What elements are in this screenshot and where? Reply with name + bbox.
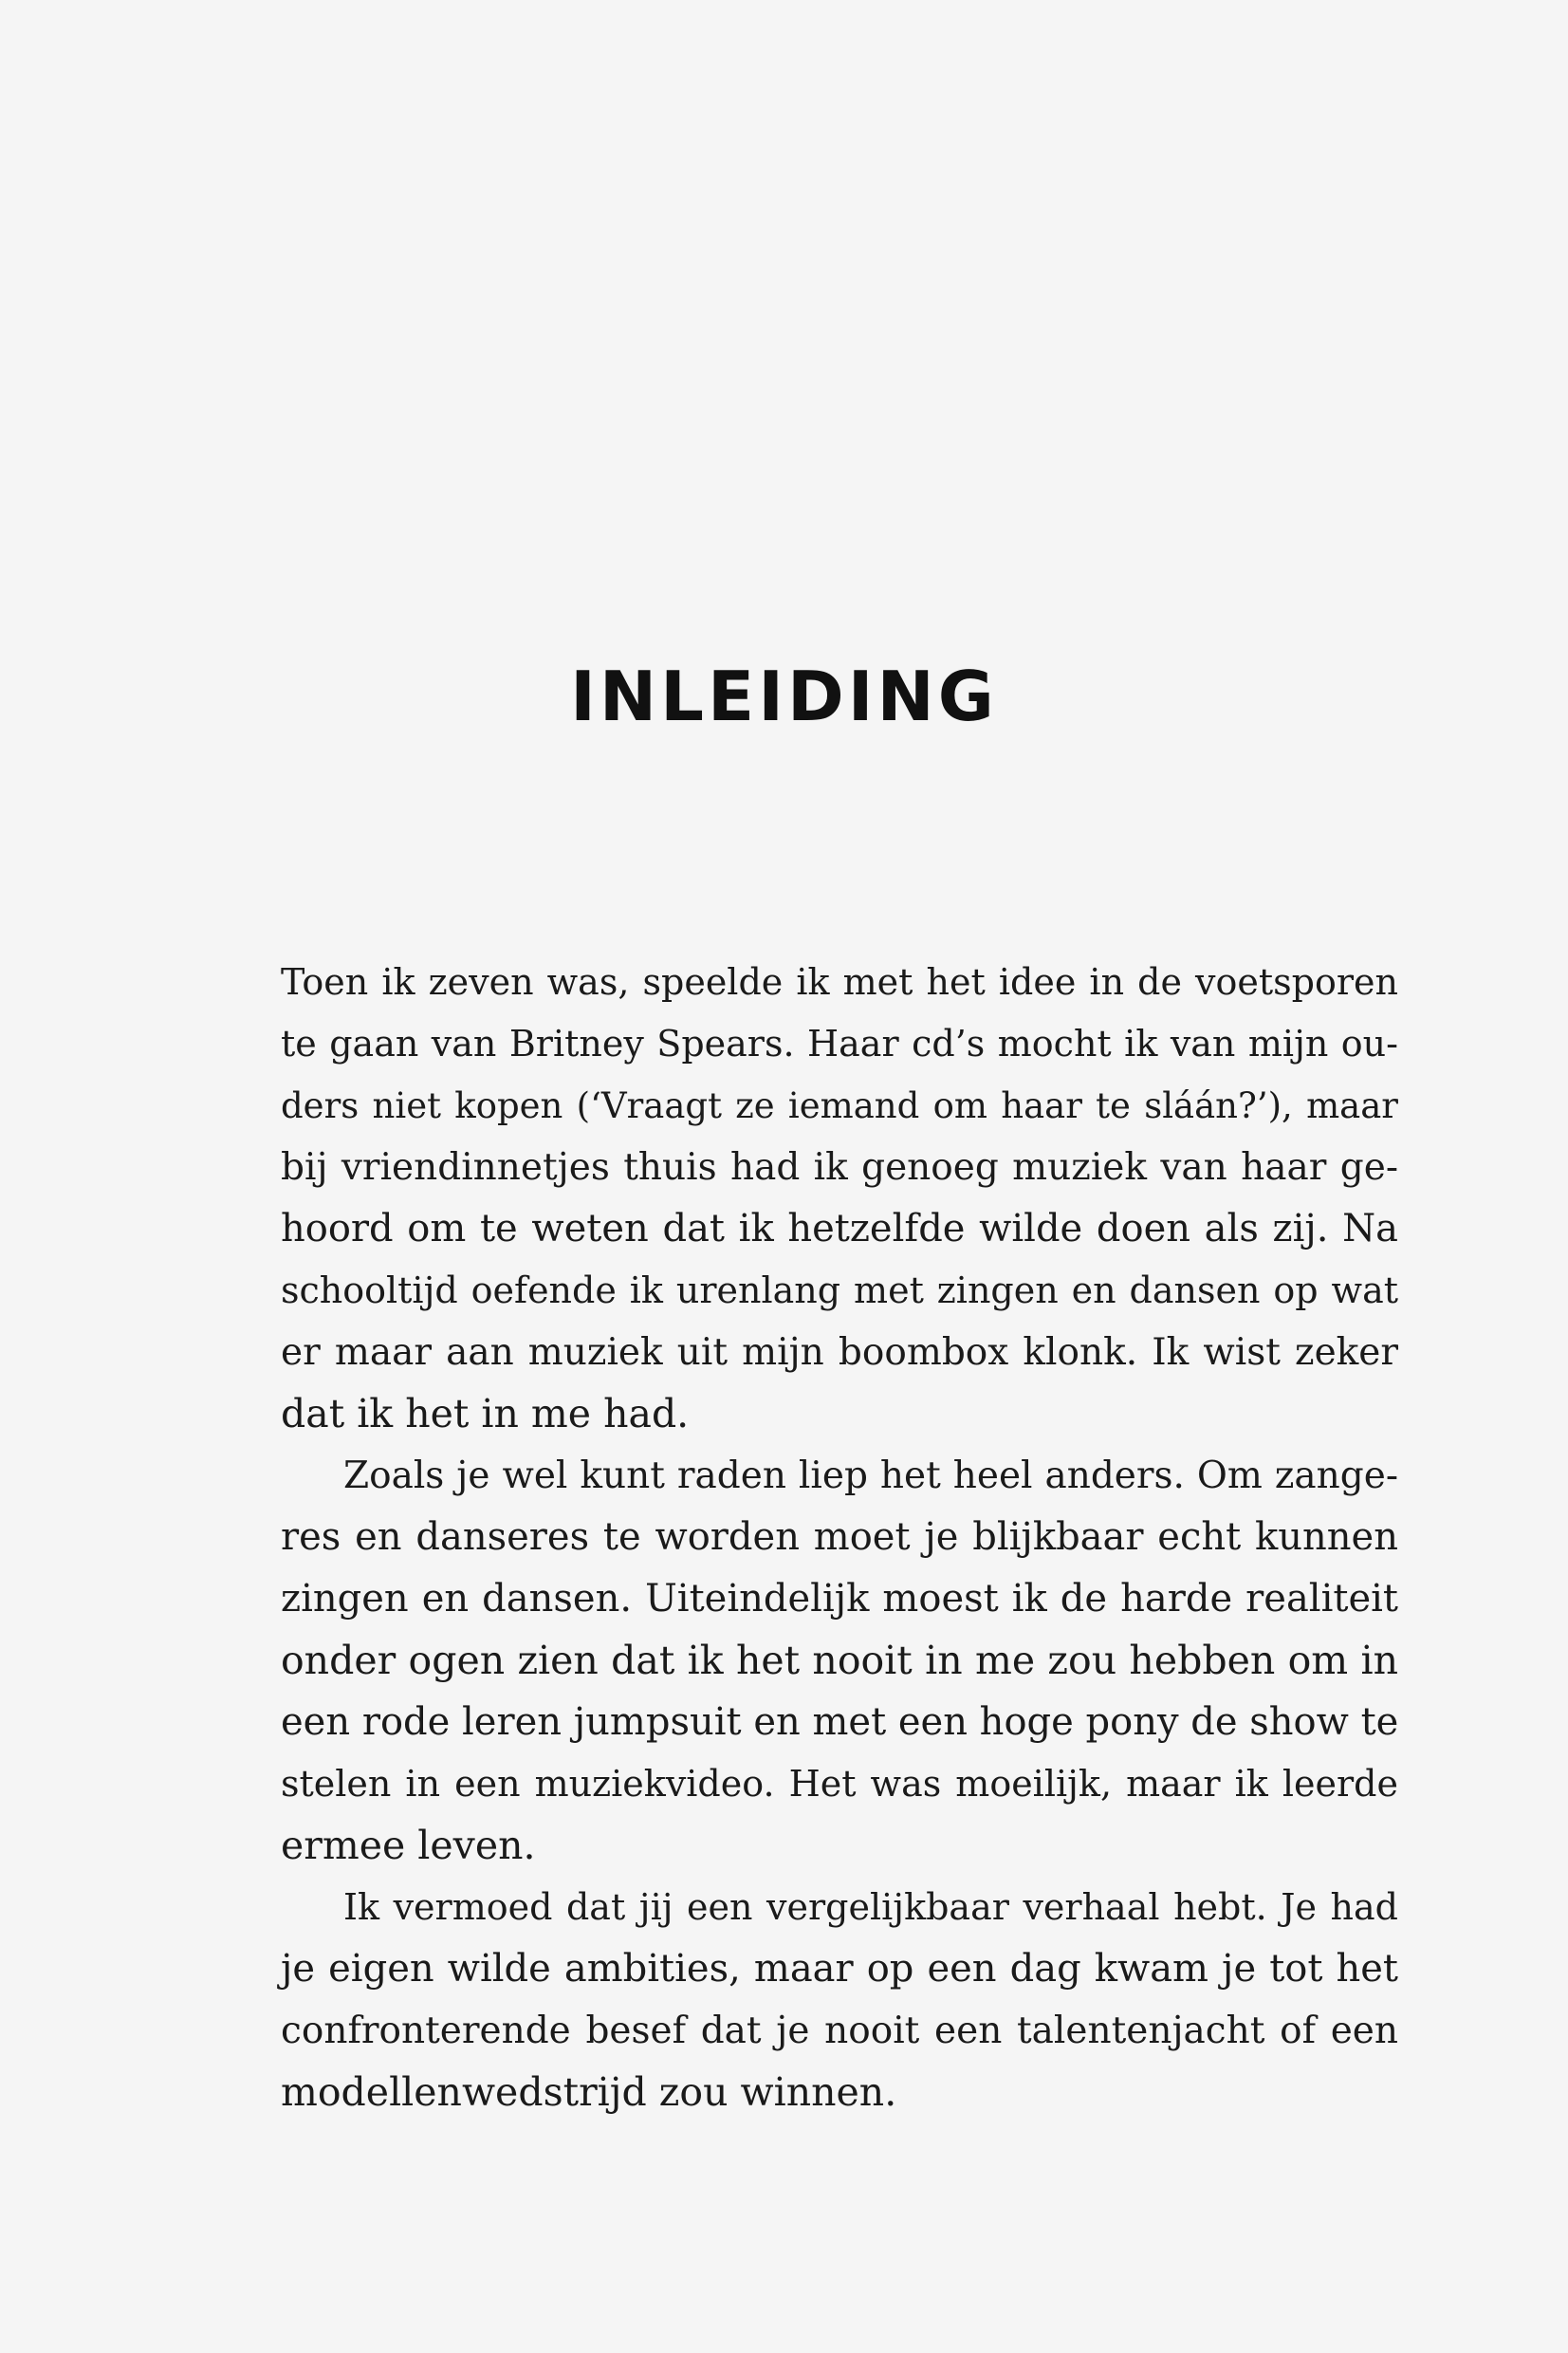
text-line: hoord om te weten dat ik hetzelfde wilde doen als zij. Na [281, 1207, 1398, 1251]
text-line: onder ogen zien dat ik het nooit in me zou hebben om in [281, 1638, 1398, 1683]
text-line: res en danseres te worden moet je blijkbaar echt kunnen [281, 1515, 1398, 1559]
text-line: te gaan van Britney Spears. Haar cd’s mocht ik van mijn ou- [281, 1023, 1398, 1065]
text-line: zingen en dansen. Uiteindelijk moest ik de harde realiteit [281, 1577, 1398, 1621]
text-line: er maar aan muziek uit mijn boombox klonk. Ik wist zeker [281, 1331, 1398, 1374]
paragraph-1 [281, 952, 1398, 1445]
text-line: Zoals je wel kunt raden liep het heel anders. Om zange- [343, 1454, 1398, 1497]
text-line: ders niet kopen (‘Vraagt ze iemand om haar te sláán?’), maar [281, 1085, 1398, 1126]
text-line: dat ik het in me had. [281, 1391, 690, 1436]
text-line: je eigen wilde ambities, maar op een dag kwam je tot het [281, 1947, 1398, 1991]
text-line: stelen in een muziekvideo. Het was moeilijk, maar ik leerde [281, 1763, 1398, 1805]
text-line: schooltijd oefende ik urenlang met zingen en dansen op wat [281, 1269, 1398, 1311]
chapter-body [281, 952, 1398, 2123]
text-line: Ik vermoed dat jij een vergelijkbaar verhaal hebt. Je had [343, 1886, 1398, 1928]
paragraph-2 [281, 1445, 1398, 1877]
text-line: een rode leren jumpsuit en met een hoge pony de show te [281, 1700, 1399, 1744]
text-line: modellenwedstrijd zou winnen. [281, 2069, 897, 2115]
text-line: confronterende besef dat je nooit een talentenjacht of een [281, 2010, 1398, 2052]
paragraph-3 [281, 1877, 1398, 2123]
text-line: bij vriendinnetjes thuis had ik genoeg muziek van haar ge- [281, 1146, 1398, 1189]
chapter-title: INLEIDING [570, 657, 998, 736]
text-line: Toen ik zeven was, speelde ik met het idee in de voetsporen [281, 961, 1398, 1003]
text-line: ermee leven. [281, 1823, 536, 1868]
